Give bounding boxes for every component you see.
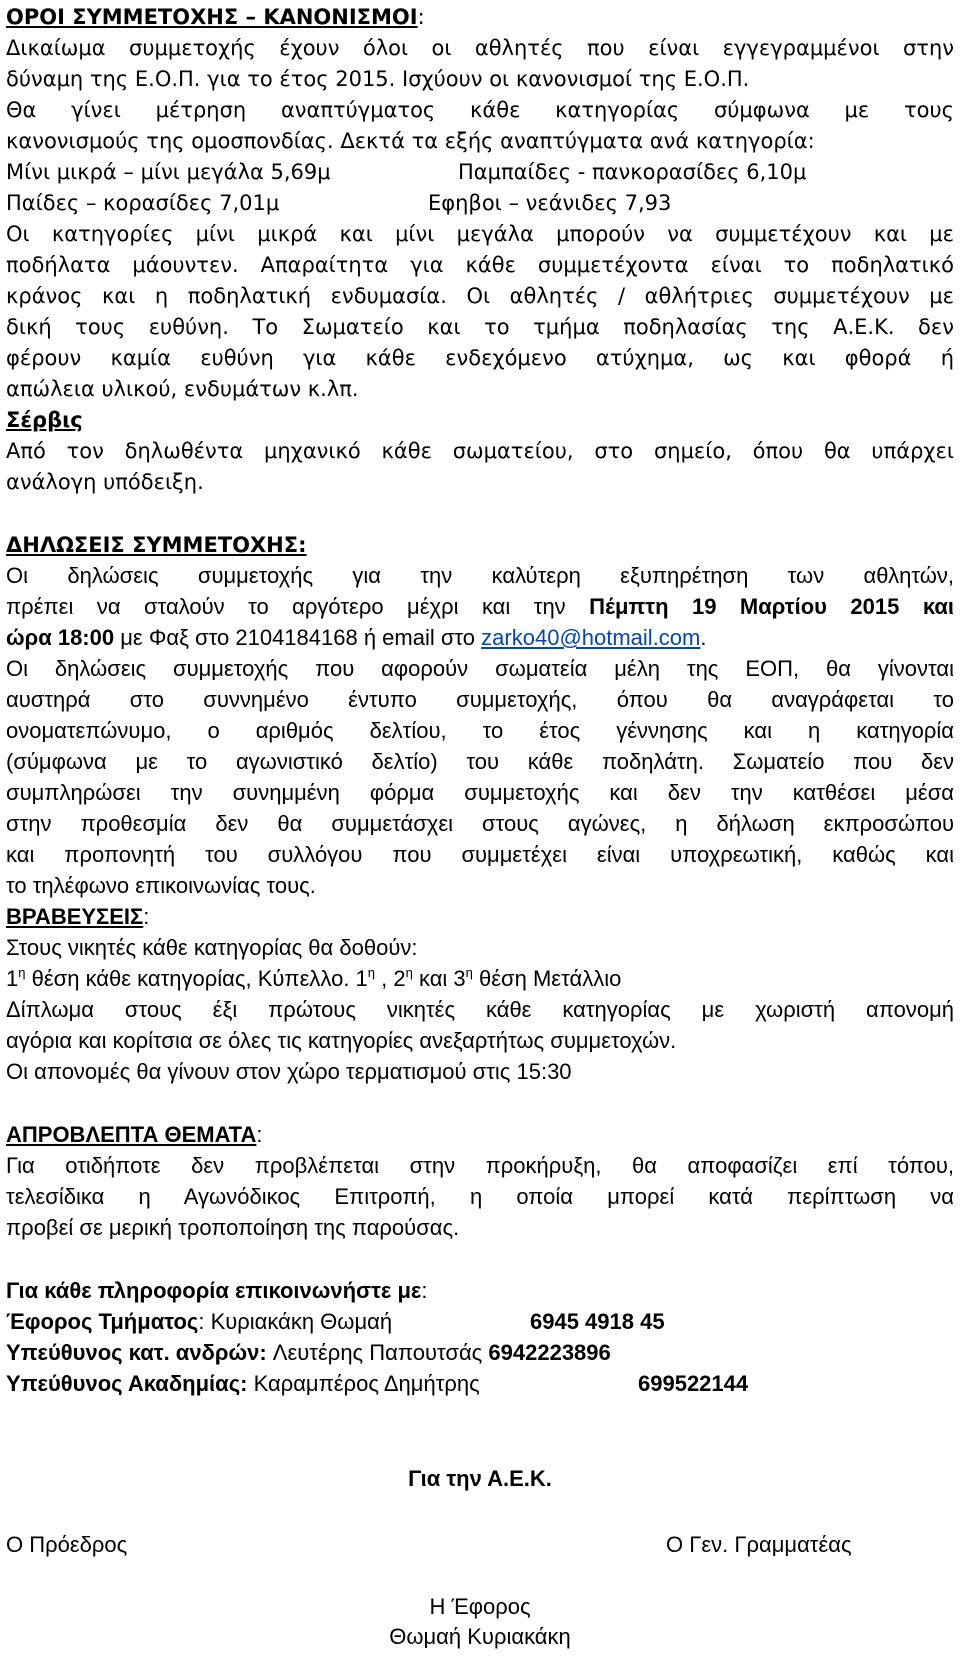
entries-line-9: στην προθεσμία δεν θα συμμετάσχει στους αγώνες, η δήλωση εκπροσώπου (6, 811, 954, 836)
entries-line-3c: . (700, 625, 707, 650)
entries-deadline-time: ώρα 18:00 (6, 625, 115, 650)
category-paides: Παίδες – κορασίδες 7,01μ (6, 191, 280, 215)
contact-role-academy: Υπεύθυνος Ακαδημίας: (6, 1371, 254, 1396)
unforeseen-heading-colon: : (256, 1122, 263, 1147)
contact-name-academy: Καραμπέρος Δημήτρης (253, 1371, 480, 1396)
awards-heading-colon: : (143, 904, 150, 929)
awards-line-3: Δίπλωμα στους έξι πρώτους νικητές κάθε κατηγορίας με χωριστή απονομή (6, 997, 954, 1022)
unforeseen-heading: ΑΠΡΟΒΛΕΠΤΑ ΘΕΜΑΤΑ (6, 1122, 257, 1147)
awards-place-3: και 3 (412, 966, 466, 991)
contact-heading: Για κάθε πληροφορία επικοινωνήστε με (6, 1278, 422, 1303)
entries-line-6: ονοματεπώνυμο, ο αριθμός δελτίου, το έτος γέννησης και η κατηγορία (6, 718, 954, 743)
entries-line-7: (σύμφωνα με το αγωνιστικό δελτίο) του κάθε ποδηλάτη. Σωματείο που δεν (6, 749, 954, 774)
entries-line-10: και προπονητή του συλλόγου που συμμετέχει είναι υποχρεωτική, καθώς και (6, 842, 954, 867)
signature-president: Ο Πρόεδρος (6, 1532, 128, 1557)
email-link[interactable]: zarko40@hotmail.com (481, 625, 701, 650)
signature-ephor-name: Θωμαή Κυριακάκη (389, 1624, 571, 1649)
rules-line-9: κράνος και η ποδηλατική ενδυμασία. Οι αθλητές / αθλήτριες συμμετέχουν με (6, 284, 954, 308)
entries-line-1: Οι δηλώσεις συμμετοχής για την καλύτερη εξυπηρέτηση των αθλητών, (6, 563, 954, 588)
signature-ephor-title: Η Έφορος (429, 1594, 531, 1619)
entries-deadline-date: Πέμπτη 19 Μαρτίου 2015 και (589, 594, 954, 619)
contact-row-ephor (6, 1307, 954, 1337)
contact-phone-men: 6942223896 (488, 1340, 611, 1365)
awards-heading-line (6, 902, 149, 932)
contact-phone-ephor: 6945 4918 45 (530, 1309, 665, 1334)
unforeseen-line-2: τελεσίδικα η Αγωνόδικος Επιτροπή, η οποία μπορεί κατά περίπτωση να (6, 1184, 954, 1209)
awards-heading: ΒΡΑΒΕΥΣΕΙΣ (6, 904, 144, 929)
entries-line-11: το τηλέφωνο επικοινωνίας τους. (6, 873, 316, 898)
awards-place-1: 1 (6, 966, 19, 991)
contact-heading-colon: : (421, 1278, 428, 1303)
rules-line-4b: Δεκτά τα εξής αναπτύγματα ανά κατηγορία: (340, 129, 815, 153)
contact-row-men (6, 1338, 611, 1368)
rules-heading-colon: : (417, 5, 425, 29)
entries-line-3 (6, 623, 707, 653)
category-pampaides: Παμπαίδες - πανκορασίδες 6,10μ (458, 160, 807, 184)
contact-role-ephor: Έφορος Τμήματος (6, 1309, 199, 1334)
category-mini: Μίνι μικρά – μίνι μεγάλα 5,69μ (6, 160, 331, 184)
awards-sup-1: η (18, 965, 26, 980)
awards-sup-3: η (405, 965, 413, 980)
awards-sup-2: η (367, 965, 376, 980)
contact-role-men: Υπεύθυνος κατ. ανδρών: (6, 1340, 273, 1365)
awards-line-2 (6, 964, 621, 994)
rules-line-10: δική τους ευθύνη. Το Σωματείο και το τμήμα ποδηλασίας της Α.Ε.Κ. δεν (6, 315, 954, 339)
category-row-1 (6, 157, 954, 187)
contact-phone-academy: 699522144 (638, 1371, 749, 1396)
service-line-1: Από τον δηλωθέντα μηχανικό κάθε σωματείου, στο σημείο, όπου θα υπάρχει (6, 439, 954, 463)
entries-line-2a: πρέπει να σταλούν το αργότερο μέχρι και την (6, 594, 590, 619)
entries-line-5: αυστηρά στο συννημένο έντυπο συμμετοχής, όπου θα αναγράφεται το (6, 687, 954, 712)
category-row-2 (6, 188, 954, 218)
unforeseen-heading-line (6, 1120, 262, 1150)
contact-name-ephor: Κυριακάκη Θωμαή (210, 1309, 393, 1334)
contact-heading-line (6, 1276, 427, 1306)
entries-line-2 (6, 592, 954, 622)
rules-heading-line (6, 2, 425, 32)
contact-name-men: Λευτέρης Παπουτσάς (272, 1340, 483, 1365)
service-heading: Σέρβις (6, 408, 83, 432)
unforeseen-line-3: προβεί σε μερική τροποποίηση της παρούσας. (6, 1215, 460, 1240)
for-aek: Για την Α.Ε.Κ. (408, 1466, 552, 1491)
unforeseen-line-1: Για οτιδήποτε δεν προβλέπεται στην προκήρυξη, θα αποφασίζει επί τόπου, (6, 1153, 954, 1178)
entries-line-3b: με Φαξ στο 2104184168 ή email στο (114, 625, 482, 650)
rules-line-12: απώλεια υλικού, ενδυμάτων κ.λπ. (6, 377, 359, 401)
awards-line-4: αγόρια και κορίτσια σε όλες τις κατηγορίες ανεξαρτήτως συμμετοχών. (6, 1028, 677, 1053)
awards-medal-text: θέση Μετάλλιο (472, 966, 622, 991)
service-line-2: ανάλογη υπόδειξη. (6, 470, 204, 494)
rules-line-11: φέρουν καμία ευθύνη για κάθε ενδεχόμενο ατύχημα, ως και φθορά ή (6, 346, 954, 370)
rules-line-1: Δικαίωμα συμμετοχής έχουν όλοι οι αθλητές που είναι εγγεγραμμένοι στην (6, 36, 954, 60)
entries-heading: ΔΗΛΩΣΕΙΣ ΣΥΜΜΕΤΟΧΗΣ: (6, 533, 307, 557)
rules-heading: ΟΡΟΙ ΣΥΜΜΕΤΟΧΗΣ – ΚΑΝΟΝΙΣΜΟΙ (6, 5, 418, 29)
rules-line-2: δύναμη της Ε.Ο.Π. για το έτος 2015. Ισχύουν οι κανονισμοί της Ε.Ο.Π. (6, 67, 750, 91)
awards-place-2: , 2 (375, 966, 406, 991)
signature-secretary: Ο Γεν. Γραμματέας (666, 1532, 852, 1557)
rules-line-7: Οι κατηγορίες μίνι μικρά και μίνι μεγάλα μπορούν να συμμετέχουν και με (6, 222, 954, 246)
contact-row-academy (6, 1369, 954, 1399)
rules-line-4 (6, 126, 954, 156)
rules-line-4a: κανονισμούς της ομοσπονδίας. (6, 129, 334, 153)
rules-line-3: Θα γίνει μέτρηση αναπτύγματος κάθε κατηγορίας σύμφωνα με τους (6, 98, 954, 122)
entries-line-4: Οι δηλώσεις συμμετοχής που αφορούν σωματεία μέλη της ΕΟΠ, θα γίνονται (6, 656, 954, 681)
rules-line-8: ποδήλατα μάουντεν. Απαραίτητα για κάθε συμμετέχοντα είναι το ποδηλατικό (6, 253, 954, 277)
contact-colon-ephor: : (198, 1309, 211, 1334)
awards-line-1: Στους νικητές κάθε κατηγορίας θα δοθούν: (6, 935, 418, 960)
awards-sup-4: η (465, 965, 473, 980)
awards-cup-text: θέση κάθε κατηγορίας, Κύπελλο. 1 (25, 966, 368, 991)
category-efivoi: Εφηβοι – νεάνιδες 7,93 (428, 191, 672, 215)
entries-line-8: συμπληρώσει την συνημμένη φόρμα συμμετοχής και δεν την κατθέσει μέσα (6, 780, 954, 805)
awards-line-5: Οι απονομές θα γίνουν στον χώρο τερματισμού στις 15:30 (6, 1059, 572, 1084)
